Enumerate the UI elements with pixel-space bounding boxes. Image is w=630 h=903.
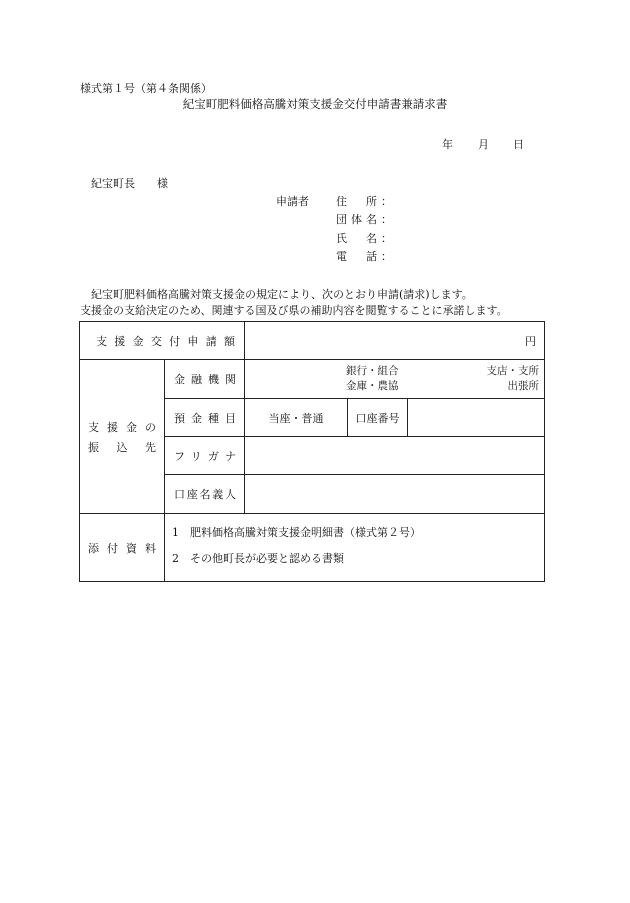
deposit-label-cell	[165, 399, 245, 437]
branch-type-options-1: 支店・支所	[486, 365, 540, 377]
name-label: 氏 名：	[336, 232, 392, 245]
addressee-name: 紀宝町長	[91, 177, 135, 190]
furigana-label-cell	[165, 437, 245, 475]
phone-label: 電 話：	[336, 250, 392, 263]
account-number-label: 口座番号	[355, 411, 400, 425]
date-month: 月	[478, 138, 489, 151]
attachments-row	[80, 514, 545, 582]
organization-label: 団体名：	[336, 213, 392, 226]
bank-input[interactable]	[245, 360, 545, 399]
deposit-type-options: 当座・普通	[268, 411, 324, 425]
transfer-label-cell	[80, 360, 165, 514]
amount-row	[80, 322, 545, 360]
addressee	[91, 177, 168, 190]
bank-row	[80, 360, 545, 399]
address-label: 住 所：	[336, 195, 392, 208]
attachments-label: 添付資料	[88, 541, 156, 555]
bank-type-options-2: 金庫・農協	[346, 380, 399, 392]
application-form-table	[79, 321, 545, 582]
holder-input[interactable]	[245, 475, 545, 514]
applicant-label: 申請者	[276, 195, 309, 208]
attachment-item: 1 肥料価格高騰対策支援金明細書（様式第２号）	[172, 526, 421, 539]
application-statement: 紀宝町肥料価格高騰対策支援金の規定により、次のとおり申請(請求)します。	[91, 288, 473, 301]
furigana-input[interactable]	[245, 437, 545, 475]
bank-label: 金融機関	[174, 373, 236, 386]
amount-input[interactable]	[245, 322, 545, 360]
deposit-type-input[interactable]	[245, 399, 348, 437]
page-title: 紀宝町肥料価格高騰対策支援金交付申請書兼請求書	[182, 97, 448, 111]
branch-type-options-2: 出張所	[507, 380, 540, 392]
attachments-list	[165, 514, 545, 582]
attachment-item: 2 その他町長が必要と認める書類	[172, 552, 344, 565]
bank-type-options-1: 銀行・組合	[346, 365, 399, 377]
deposit-label: 預金種目	[174, 411, 236, 425]
form-number: 様式第１号（第４条関係）	[80, 82, 212, 95]
bank-label-cell	[165, 360, 245, 399]
attachments-label-cell	[80, 514, 165, 582]
date-day: 日	[513, 138, 524, 151]
holder-label: 口座名義人	[174, 488, 236, 501]
amount-unit: 円	[525, 334, 537, 348]
date-year: 年	[442, 138, 453, 151]
amount-label-cell	[80, 322, 245, 360]
account-number-label-cell	[348, 399, 408, 437]
transfer-label-line1: 支援金の	[88, 420, 156, 434]
account-number-input[interactable]	[408, 399, 545, 437]
transfer-label-line2: 振込先	[88, 440, 156, 454]
holder-label-cell	[165, 475, 245, 514]
furigana-label: フリガナ	[174, 449, 236, 463]
amount-label: 支援金交付申請額	[96, 334, 235, 348]
consent-statement: 支援金の支給決定のため、関連する国及び県の補助内容を閲覧することに承諾します。	[80, 304, 508, 317]
addressee-honorific: 様	[157, 177, 168, 190]
